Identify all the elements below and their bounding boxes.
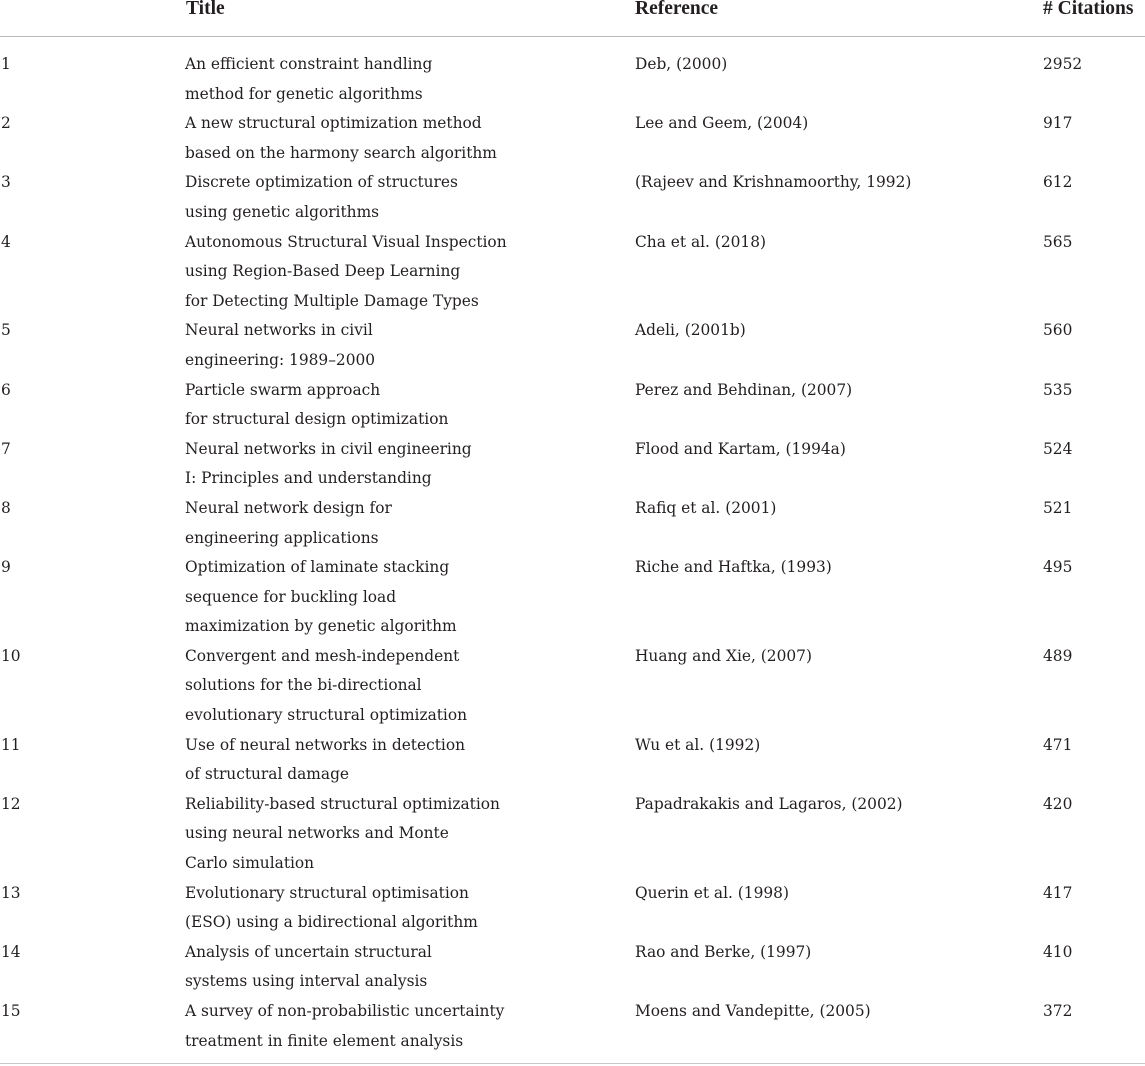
row-citations: 471 xyxy=(1043,735,1073,754)
row-citations: 565 xyxy=(1043,232,1073,251)
table-header xyxy=(0,0,1145,37)
row-title-line: Neural networks in civil engineering xyxy=(185,439,472,458)
row-title-line: solutions for the bi-directional xyxy=(185,676,422,695)
row-citations: 420 xyxy=(1043,794,1073,813)
row-title-line: treatment in finite element analysis xyxy=(185,1031,464,1050)
row-title-line: sequence for buckling load xyxy=(185,587,397,606)
row-citations: 521 xyxy=(1043,498,1073,517)
row-title-line: for structural design optimization xyxy=(185,410,449,429)
row-title-line: engineering applications xyxy=(185,528,379,547)
table-row xyxy=(0,316,1145,375)
row-title-line: Reliability-based structural optimization xyxy=(185,794,500,813)
table-row xyxy=(0,938,1145,997)
row-citations: 560 xyxy=(1043,321,1073,340)
table-row xyxy=(0,997,1145,1056)
table-row xyxy=(0,376,1145,435)
table-row xyxy=(0,731,1145,790)
row-number: 12 xyxy=(1,794,21,813)
row-citations: 612 xyxy=(1043,173,1073,192)
row-number: 10 xyxy=(1,646,21,665)
table-row xyxy=(0,109,1145,168)
row-title-line: Optimization of laminate stacking xyxy=(185,558,450,577)
row-title-line: Use of neural networks in detection xyxy=(185,735,466,754)
row-number: 13 xyxy=(1,883,21,902)
table-row xyxy=(0,494,1145,553)
row-reference: Lee and Geem, (2004) xyxy=(635,114,809,133)
row-reference: Riche and Haftka, (1993) xyxy=(635,558,832,577)
row-reference: Rafiq et al. (2001) xyxy=(635,498,777,517)
row-title-line: Convergent and mesh-independent xyxy=(185,646,460,665)
row-number: 11 xyxy=(1,735,21,754)
row-number: 1 xyxy=(1,55,11,73)
row-title-line: (ESO) using a bidirectional algorithm xyxy=(185,913,478,932)
row-reference: (Rajeev and Krishnamoorthy, 1992) xyxy=(635,173,912,192)
row-reference: Rao and Berke, (1997) xyxy=(635,942,812,961)
row-title-line: An efficient constraint handling xyxy=(185,55,433,73)
row-title-line: for Detecting Multiple Damage Types xyxy=(185,291,479,310)
row-title-line: A new structural optimization method xyxy=(185,114,482,133)
row-title-line: method for genetic algorithms xyxy=(185,84,423,103)
row-title-line: of structural damage xyxy=(185,765,350,784)
row-citations: 2952 xyxy=(1043,55,1083,73)
row-reference: Flood and Kartam, (1994a) xyxy=(635,439,846,458)
row-reference: Moens and Vandepitte, (2005) xyxy=(635,1002,871,1020)
row-number: 14 xyxy=(1,942,21,961)
row-citations: 410 xyxy=(1043,942,1073,961)
row-citations: 489 xyxy=(1043,646,1073,665)
row-title-line: Analysis of uncertain structural xyxy=(185,942,432,961)
row-number: 15 xyxy=(1,1002,21,1020)
row-title-line: evolutionary structural optimization xyxy=(185,706,468,725)
row-title-line: Evolutionary structural optimisation xyxy=(185,883,469,902)
row-number: 5 xyxy=(1,321,11,340)
row-reference: Cha et al. (2018) xyxy=(635,232,767,251)
row-reference: Adeli, (2001b) xyxy=(635,321,746,340)
row-title-line: Carlo simulation xyxy=(185,854,315,873)
row-title-line: Discrete optimization of structures xyxy=(185,173,458,192)
table-row xyxy=(0,228,1145,317)
row-number: 7 xyxy=(1,439,11,458)
row-reference: Perez and Behdinan, (2007) xyxy=(635,380,853,399)
column-header-citations: # Citations xyxy=(1043,0,1134,19)
row-citations: 535 xyxy=(1043,380,1073,399)
row-title-line: Neural networks in civil xyxy=(185,321,373,340)
row-number: 4 xyxy=(1,232,11,251)
row-number: 9 xyxy=(1,558,11,577)
table-row xyxy=(0,879,1145,938)
row-title-line: I: Principles and understanding xyxy=(185,469,432,488)
table-row xyxy=(0,50,1145,109)
row-reference: Papadrakakis and Lagaros, (2002) xyxy=(635,794,903,813)
table-row xyxy=(0,790,1145,879)
row-title-line: using neural networks and Monte xyxy=(185,824,449,843)
row-citations: 495 xyxy=(1043,558,1073,577)
table-row xyxy=(0,168,1145,227)
row-reference: Deb, (2000) xyxy=(635,55,728,73)
row-citations: 917 xyxy=(1043,114,1073,133)
row-reference: Wu et al. (1992) xyxy=(635,735,761,754)
row-title-line: Autonomous Structural Visual Inspection xyxy=(185,232,507,251)
row-citations: 524 xyxy=(1043,439,1073,458)
row-number: 8 xyxy=(1,498,11,517)
row-title-line: maximization by genetic algorithm xyxy=(185,617,457,636)
row-title-line: Particle swarm approach xyxy=(185,380,381,399)
row-title-line: A survey of non-probabilistic uncertainty xyxy=(185,1002,505,1020)
row-number: 2 xyxy=(1,114,11,133)
row-citations: 417 xyxy=(1043,883,1073,902)
table-row xyxy=(0,553,1145,642)
row-number: 3 xyxy=(1,173,11,192)
row-reference: Huang and Xie, (2007) xyxy=(635,646,812,665)
table-row xyxy=(0,642,1145,731)
row-title-line: using genetic algorithms xyxy=(185,202,380,221)
row-title-line: systems using interval analysis xyxy=(185,972,428,991)
row-number: 6 xyxy=(1,380,11,399)
row-reference: Querin et al. (1998) xyxy=(635,883,789,902)
row-title-line: Neural network design for xyxy=(185,498,392,517)
row-citations: 372 xyxy=(1043,1002,1073,1020)
column-header-title: Title xyxy=(186,0,225,19)
column-header-reference: Reference xyxy=(635,0,718,19)
row-title-line: engineering: 1989–2000 xyxy=(185,350,376,369)
row-title-line: using Region-Based Deep Learning xyxy=(185,262,461,281)
table-row xyxy=(0,435,1145,494)
table-body xyxy=(0,37,1145,1056)
bottom-rule xyxy=(0,1063,1145,1064)
row-title-line: based on the harmony search algorithm xyxy=(185,143,497,162)
